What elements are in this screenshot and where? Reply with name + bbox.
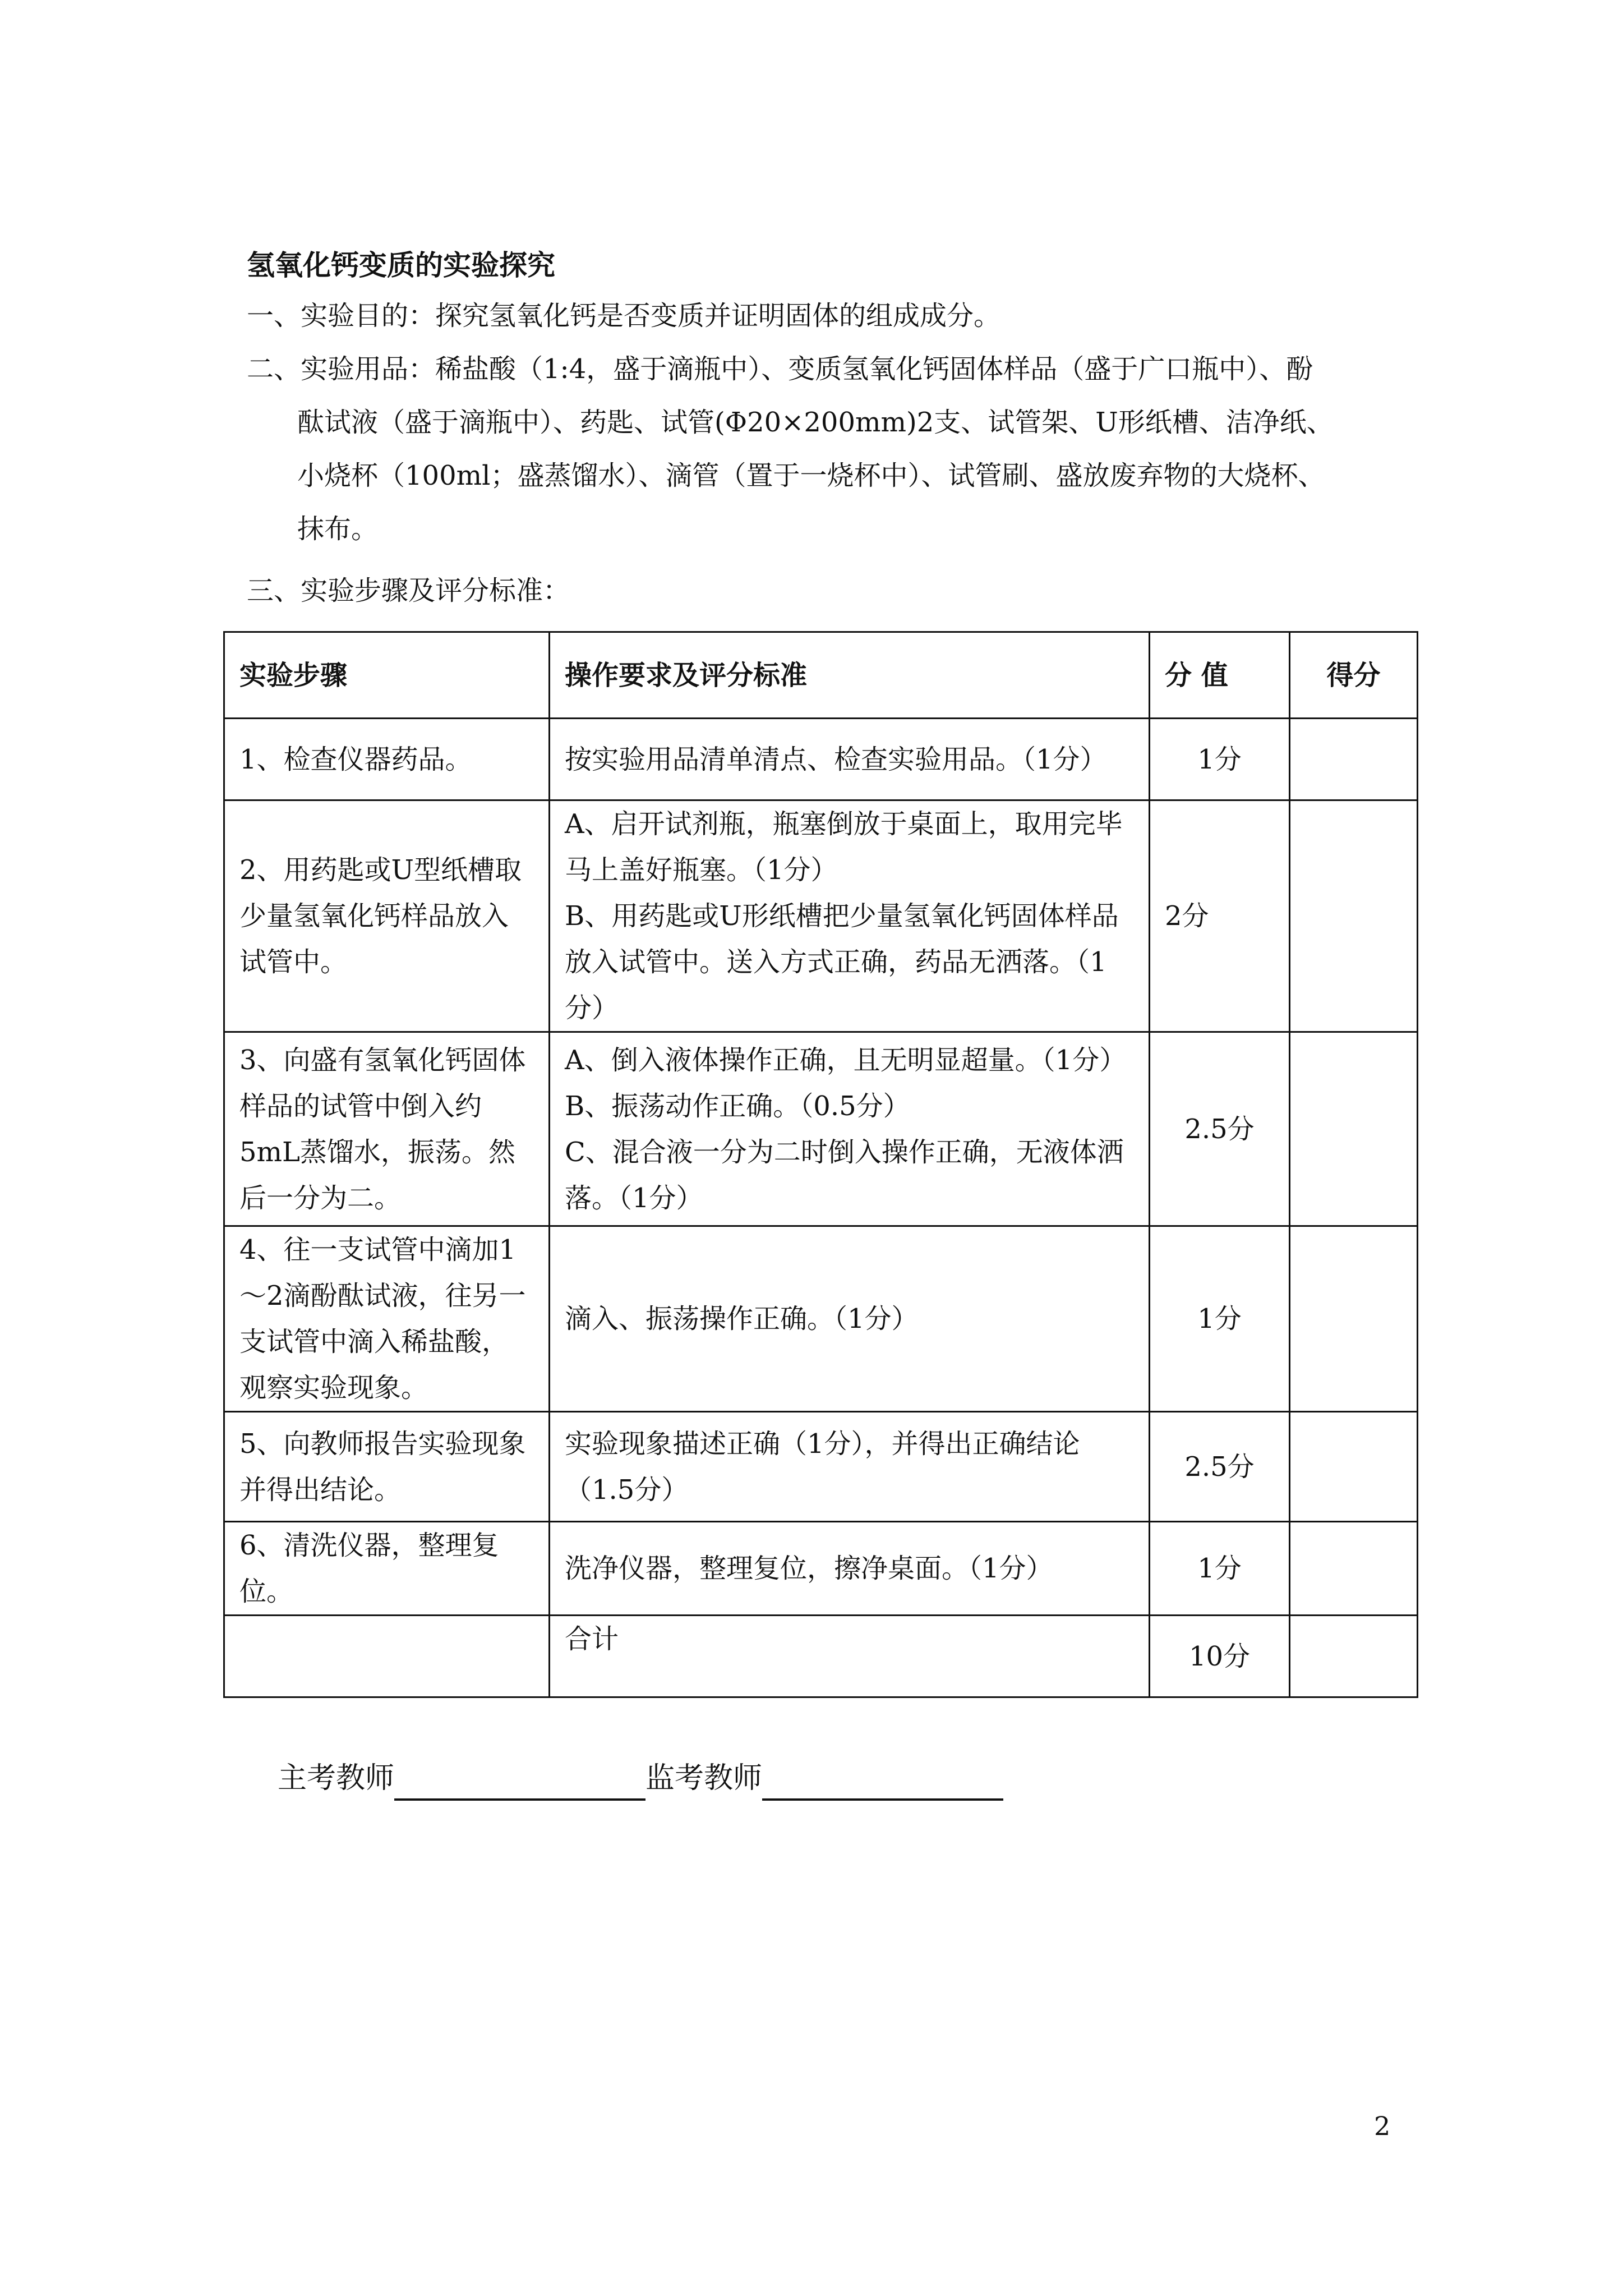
score-cell[interactable]	[1290, 1412, 1418, 1522]
criteria-cell	[550, 800, 1150, 1032]
scoring-table	[223, 631, 1418, 1698]
criteria-cell	[550, 1412, 1150, 1522]
step-cell: 6、清洗仪器，整理复位。	[224, 1522, 550, 1616]
materials-line-4: 抹布。	[297, 513, 379, 545]
score-cell[interactable]	[1290, 1616, 1418, 1697]
score-cell[interactable]	[1290, 1522, 1418, 1616]
points-cell: 2.5分	[1150, 1412, 1290, 1522]
criteria-item: 合计	[565, 1623, 619, 1655]
table-row	[224, 1226, 1418, 1412]
points-cell: 1分	[1150, 1522, 1290, 1616]
header-step: 实验步骤	[224, 632, 550, 719]
points-cell: 1分	[1150, 719, 1290, 800]
document-title: 氢氧化钙变质的实验探究	[247, 249, 555, 282]
step-cell: 3、向盛有氢氧化钙固体样品的试管中倒入约5mL蒸馏水，振荡。然后一分为二。	[224, 1032, 550, 1226]
criteria-item: C、混合液一分为二时倒入操作正确，无液体洒落。（1分）	[565, 1136, 1124, 1214]
criteria-item: 实验现象描述正确（1分），并得出正确结论（1.5分）	[565, 1428, 1080, 1506]
header-score: 得分	[1290, 632, 1418, 719]
criteria-cell	[550, 1032, 1150, 1226]
header-points: 分 值	[1150, 632, 1290, 719]
chief-examiner-blank[interactable]	[394, 1765, 645, 1801]
proctor-blank[interactable]	[762, 1765, 1003, 1801]
criteria-cell	[550, 1226, 1150, 1412]
points-cell: 1分	[1150, 1226, 1290, 1412]
criteria-item: 洗净仪器，整理复位，擦净桌面。（1分）	[565, 1553, 1053, 1584]
table-row	[224, 719, 1418, 800]
table-row	[224, 1616, 1418, 1697]
step-cell: 1、检查仪器药品。	[224, 719, 550, 800]
proctor-label: 监考教师	[645, 1761, 763, 1795]
criteria-item: B、用药匙或U形纸槽把少量氢氧化钙固体样品放入试管中。送入方式正确，药品无洒落。（1分）	[565, 900, 1119, 1024]
steps-heading: 三、实验步骤及评分标准：	[247, 575, 570, 606]
step-cell: 2、用药匙或U型纸槽取少量氢氧化钙样品放入试管中。	[224, 800, 550, 1032]
score-cell[interactable]	[1290, 1032, 1418, 1226]
criteria-item: B、振荡动作正确。（0.5分）	[565, 1090, 910, 1122]
score-cell[interactable]	[1290, 1226, 1418, 1412]
criteria-item: A、启开试剂瓶，瓶塞倒放于桌面上，取用完毕马上盖好瓶塞。（1分）	[565, 808, 1123, 886]
step-cell	[224, 1616, 550, 1697]
points-cell: 2.5分	[1150, 1032, 1290, 1226]
criteria-item: 按实验用品清单清点、检查实验用品。（1分）	[565, 743, 1107, 775]
points-cell: 10分	[1150, 1616, 1290, 1697]
table-header-row	[224, 632, 1418, 719]
table-row	[224, 1522, 1418, 1616]
criteria-item: 滴入、振荡操作正确。（1分）	[565, 1303, 919, 1335]
page-number: 2	[1374, 2111, 1391, 2141]
header-criteria: 操作要求及评分标准	[550, 632, 1150, 719]
table-row	[224, 800, 1418, 1032]
chief-examiner-label: 主考教师	[278, 1761, 395, 1795]
materials-line-1: 二、实验用品：稀盐酸（1:4，盛于滴瓶中）、变质氢氧化钙固体样品（盛于广口瓶中）、酚	[247, 353, 1313, 385]
criteria-cell	[550, 719, 1150, 800]
table-row	[224, 1412, 1418, 1522]
score-cell[interactable]	[1290, 800, 1418, 1032]
purpose-text: 一、实验目的：探究氢氧化钙是否变质并证明固体的组成成分。	[247, 300, 1001, 332]
step-cell: 5、向教师报告实验现象并得出结论。	[224, 1412, 550, 1522]
materials-line-3: 小烧杯（100ml；盛蒸馏水）、滴管（置于一烧杯中）、试管刷、盛放废弃物的大烧杯、	[297, 460, 1325, 491]
criteria-cell	[550, 1522, 1150, 1616]
table-row	[224, 1032, 1418, 1226]
chief-examiner-signature	[278, 1756, 1003, 1801]
criteria-item: A、倒入液体操作正确，且无明显超量。（1分）	[565, 1044, 1127, 1076]
score-cell[interactable]	[1290, 719, 1418, 800]
materials-line-2: 酞试液（盛于滴瓶中）、药匙、试管(Φ20×200mm)2支、试管架、U形纸槽、洁净纸、	[297, 407, 1334, 438]
points-cell: 2分	[1150, 800, 1290, 1032]
step-cell: 4、往一支试管中滴加1～2滴酚酞试液，往另一支试管中滴入稀盐酸，观察实验现象。	[224, 1226, 550, 1412]
criteria-cell	[550, 1616, 1150, 1697]
